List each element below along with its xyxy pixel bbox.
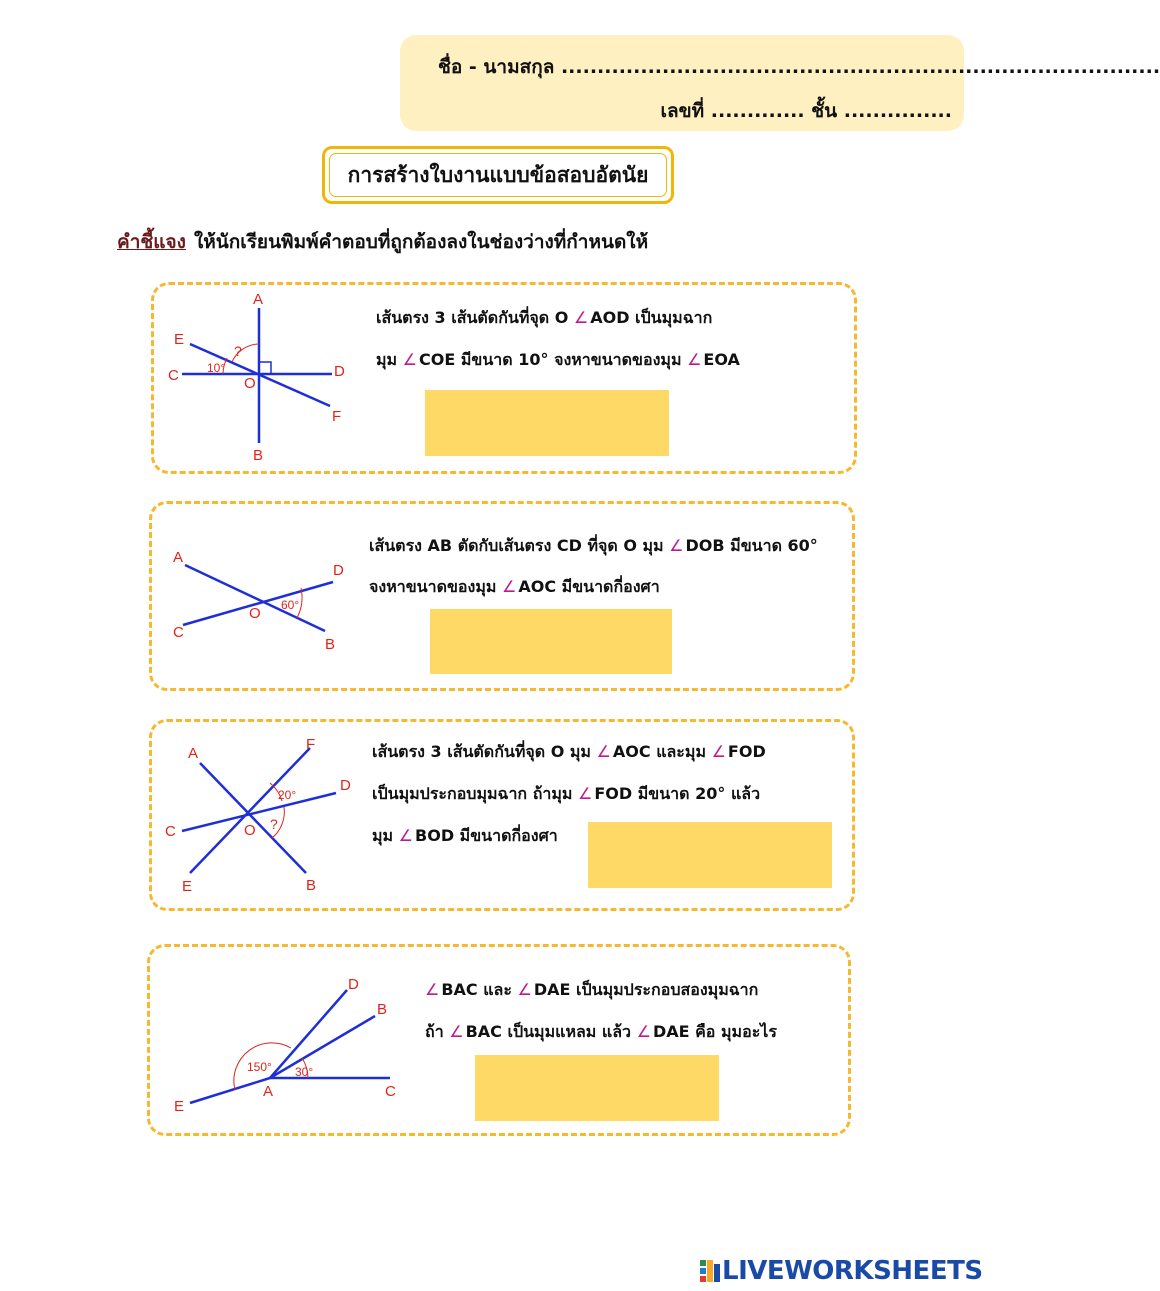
angle-symbol: ∠ <box>425 980 440 999</box>
angle-label-30: 30° <box>295 1065 314 1079</box>
q1-text-e: EOA <box>703 350 740 369</box>
question-2-line-2 <box>369 575 660 600</box>
line-ef <box>190 748 310 873</box>
q3-text-c: FOD <box>727 742 766 761</box>
q4-text-a: BAC และ <box>441 980 518 999</box>
angle-symbol: ∠ <box>596 742 611 761</box>
q2-text-b: DOB มีขนาด 60° <box>685 536 818 555</box>
label-a: A <box>253 291 264 308</box>
q3-text-b: AOC และมุม <box>612 742 712 761</box>
right-angle-mark <box>259 362 271 374</box>
label-e: E <box>174 1098 185 1115</box>
label-c: C <box>173 624 184 641</box>
angle-symbol: ∠ <box>402 350 418 369</box>
q2-text-d: AOC มีขนาดกี่องศา <box>518 577 660 596</box>
label-e: E <box>174 331 185 348</box>
q3-text-f: มุม <box>372 826 399 845</box>
angle-symbol: ∠ <box>711 742 726 761</box>
angle-symbol: ∠ <box>517 980 532 999</box>
question-3-line-1 <box>372 740 766 765</box>
instruction-text: ให้นักเรียนพิมพ์คำตอบที่ถูกต้องลงในช่องว่างที่กำหนดให้ <box>193 231 649 253</box>
liveworksheets-logo-icon <box>700 1260 720 1282</box>
question-3-diagram <box>160 733 360 898</box>
label-d: D <box>340 777 351 794</box>
logo-text: LIVEWORKSHEETS <box>722 1256 983 1286</box>
q1-text-c: มุม <box>376 350 403 369</box>
liveworksheets-logo <box>700 1256 983 1286</box>
label-c: C <box>165 823 176 840</box>
q4-text-c: ถ้า <box>425 1022 450 1041</box>
angle-symbol: ∠ <box>636 1022 651 1041</box>
label-b: B <box>306 877 317 894</box>
question-3-line-2 <box>372 782 760 807</box>
angle-symbol: ∠ <box>502 577 517 596</box>
angle-symbol: ∠ <box>449 1022 464 1041</box>
instruction-label: คำชี้แจง <box>117 231 186 253</box>
label-b: B <box>325 636 336 653</box>
q3-text-d: เป็นมุมประกอบมุมฉาก ถ้ามุม <box>372 784 579 803</box>
q3-text-g: BOD มีขนาดกี่องศา <box>415 826 558 845</box>
label-o: O <box>249 605 261 622</box>
question-4-answer-input[interactable] <box>475 1055 719 1121</box>
label-d: D <box>334 363 345 380</box>
question-1-diagram <box>160 288 360 468</box>
question-4-line-1 <box>425 978 758 1003</box>
unknown-angle-label: ? <box>234 343 242 359</box>
question-3-line-3 <box>372 824 558 849</box>
q2-text-a: เส้นตรง AB ตัดกับเส้นตรง CD ที่จุด O มุม <box>369 536 670 555</box>
angle-symbol: ∠ <box>578 784 593 803</box>
label-o: O <box>244 822 256 839</box>
line-ea <box>190 1078 270 1103</box>
question-2-answer-input[interactable] <box>430 609 672 674</box>
label-o: O <box>244 375 256 392</box>
q4-text-e: DAE คือ มุมอะไร <box>652 1022 777 1041</box>
angle-label-20: 20° <box>278 788 297 802</box>
line-ab <box>200 763 306 873</box>
question-2-diagram <box>165 540 365 660</box>
question-1-line-1 <box>376 306 712 331</box>
q3-text-a: เส้นตรง 3 เส้นตัดกันที่จุด O มุม <box>372 742 597 761</box>
angle-symbol: ∠ <box>398 826 414 845</box>
angle-label-150: 150° <box>247 1060 272 1074</box>
name-field-label: ชื่อ - นามสกุล ................................................................................... <box>438 56 1160 78</box>
q3-text-e: FOD มีขนาด 20° แล้ว <box>594 784 761 803</box>
line-ab <box>270 1016 375 1078</box>
question-2-line-1 <box>369 534 818 559</box>
label-a: A <box>173 549 184 566</box>
question-3-answer-input[interactable] <box>588 822 832 888</box>
label-a: A <box>188 745 199 762</box>
label-f: F <box>306 736 316 753</box>
label-d: D <box>333 562 344 579</box>
angle-symbol: ∠ <box>687 350 702 369</box>
label-c: C <box>168 367 179 384</box>
q4-text-d: BAC เป็นมุมแหลม แล้ว <box>465 1022 637 1041</box>
label-b: B <box>253 447 264 464</box>
question-4-diagram <box>165 970 405 1120</box>
q1-text-b: AOD เป็นมุมฉาก <box>590 308 713 327</box>
question-4-line-2 <box>425 1020 777 1045</box>
angle-symbol: ∠ <box>669 536 684 555</box>
angle-label-60: 60° <box>281 598 300 612</box>
q1-text-a: เส้นตรง 3 เส้นตัดกันที่จุด O <box>376 308 574 327</box>
angle-label-10: 10° <box>207 361 226 375</box>
q1-text-d: COE มีขนาด 10° จงหาขนาดของมุม <box>419 350 688 369</box>
q4-text-b: DAE เป็นมุมประกอบสองมุมฉาก <box>533 980 759 999</box>
question-1-line-2 <box>376 348 740 373</box>
label-a: A <box>263 1083 274 1100</box>
number-class-field-label: เลขที่ ............. ชั้น ............... <box>660 100 952 122</box>
label-c: C <box>385 1083 396 1100</box>
worksheet-title: การสร้างใบงานแบบข้อสอบอัตนัย <box>347 162 649 187</box>
angle-symbol: ∠ <box>573 308 589 327</box>
label-f: F <box>332 408 342 425</box>
q2-text-c: จงหาขนาดของมุม <box>369 577 502 596</box>
unknown-angle-label: ? <box>270 816 278 832</box>
question-1-answer-input[interactable] <box>425 390 669 456</box>
label-e: E <box>182 878 193 895</box>
instruction <box>117 227 648 257</box>
label-b: B <box>377 1001 388 1018</box>
worksheet-title-box <box>322 146 674 204</box>
label-d: D <box>348 976 359 993</box>
